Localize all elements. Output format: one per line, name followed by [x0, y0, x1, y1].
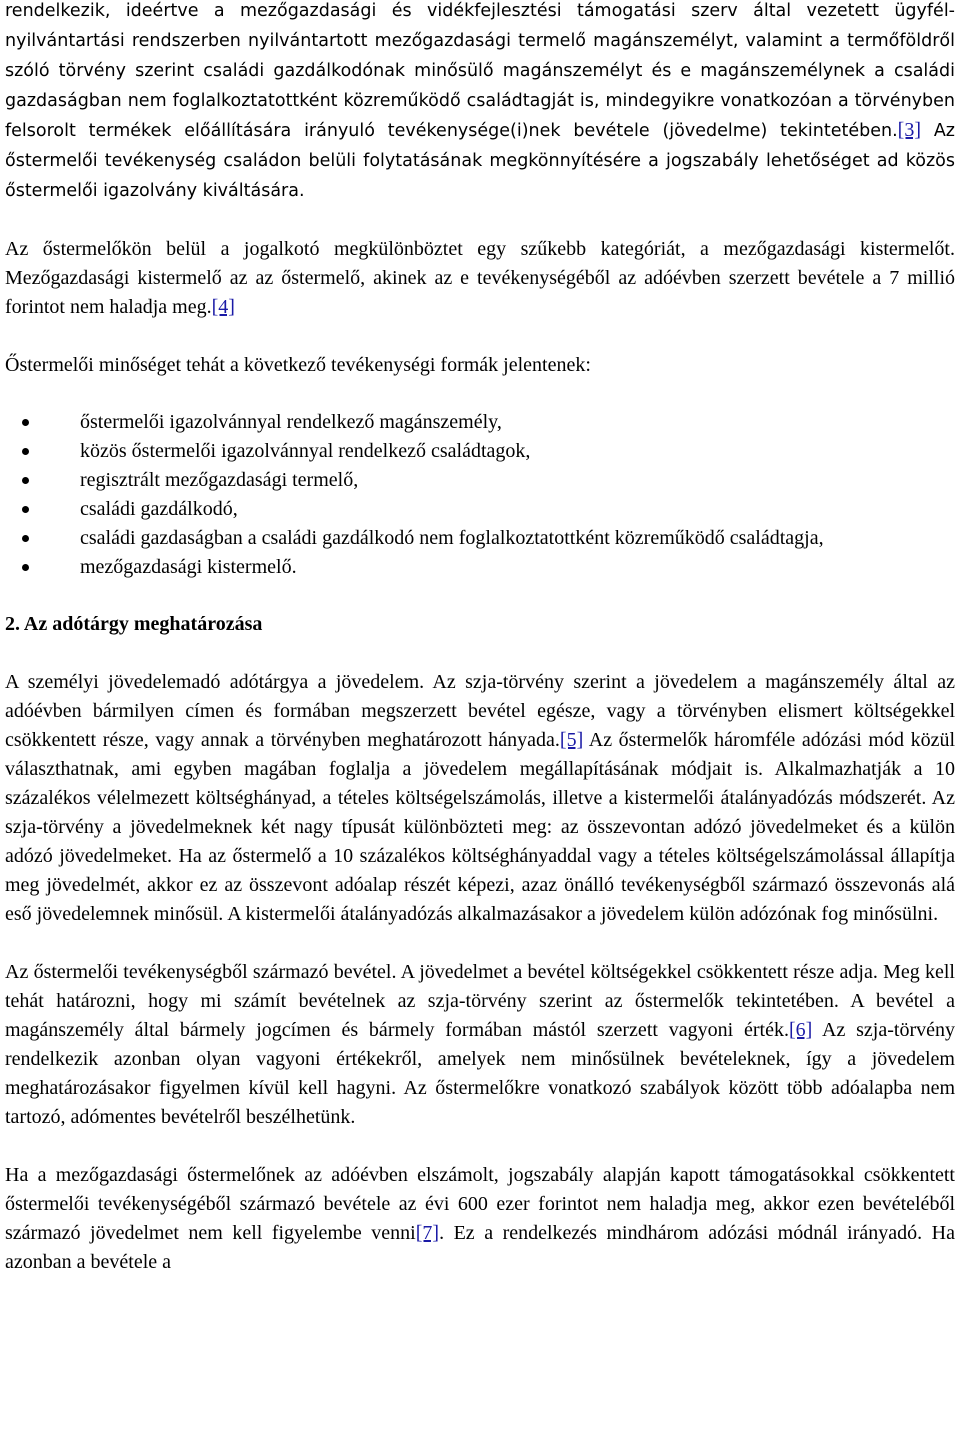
- footnote-link-3[interactable]: [3]: [897, 119, 921, 141]
- paragraph-text: Az őstermelőkön belül a jogalkotó megkülönböztet egy szűkebb kategóriát, a mezőgazdasági kistermelőt. Mezőgazdasági kistermelő az az őstermelő, akinek az e tevékenységéből az adóévben szerzett bevétele a 7 millió forintot nem haladja meg.: [5, 238, 955, 318]
- paragraph-text: Az őstermelők háromféle adózási mód közül választhatnak, ami egyben magában foglalja a jövedelem megállapításának módjait is. Alkalmazhatják a 10 százalékos vélelmezett költséghányad, a tételes költségelszámolás, illetve a kistermelői átalányadózás módszerét. Az szja-törvény a jövedelmeknek két nagy típusát különbözteti meg: az összevontan adózó jövedelmeket és a külön adózó jövedelmeket. Ha az őstermelő a 10 százalékos költséghányaddal vagy a tételes költségelszámolással állapítja meg jövedelmét, akkor ez az összevont adóalap részét képezi, azaz önálló tevékenységből származó összevonás alá eső jövedelemnek minősül. A kistermelői átalányadózás alkalmazásakor a jövedelem külön adózónak fog minősülni.: [5, 729, 956, 925]
- list-item-text: közös őstermelői igazolvánnyal rendelkező családtagok,: [80, 440, 531, 462]
- list-item-text: mezőgazdasági kistermelő.: [80, 556, 297, 578]
- paragraph-text: Az őstermelői tevékenységből származó bevétel. A jövedelmet a bevétel költségekkel csökkentett része adja. Meg kell tehát határozni, hogy mi számít bevételnek az szja-törvény szerint az őstermelők tekintetében. A bevétel a magánszemély által bármely jogcímen és bármely formában mástól szerzett vagyoni érték.: [5, 961, 955, 1041]
- list-item-text: regisztrált mezőgazdasági termelő,: [80, 469, 359, 491]
- list-item-text: őstermelői igazolvánnyal rendelkező magánszemély,: [80, 411, 502, 433]
- paragraph-adotargy: [5, 668, 955, 929]
- list-item-text: családi gazdálkodó,: [80, 498, 238, 520]
- list-item: [80, 408, 955, 437]
- bullet-icon: [22, 506, 29, 513]
- footnote-link-6[interactable]: [6]: [788, 1019, 813, 1041]
- bullet-icon: [22, 448, 29, 455]
- paragraph-tamogatas: [5, 1161, 955, 1277]
- list-item: [80, 495, 955, 524]
- list-item: [80, 524, 955, 553]
- paragraph-kistermelo: [5, 235, 955, 322]
- bullet-icon: [22, 564, 29, 571]
- paragraph-text: A személyi jövedelemadó adótárgya a jövedelem. Az szja-törvény szerint a jövedelem a magánszemély által az adóévben bármilyen címen és formában megszerzett bevétel egésze, vagy a törvényben elismert költségekkel csökkentett része, vagy annak a törvényben meghatározott hányada.: [5, 671, 955, 751]
- bullet-icon: [22, 419, 29, 426]
- bullet-icon: [22, 535, 29, 542]
- list-item-text: családi gazdaságban a családi gazdálkodó nem foglalkoztatottként közreműködő családtagja,: [80, 527, 824, 549]
- list-item: [80, 553, 955, 582]
- paragraph-formak-intro: Őstermelői minőséget tehát a következő tevékenységi formák jelentenek:: [5, 354, 591, 376]
- list-item: [80, 437, 955, 466]
- paragraph-text: Ha a mezőgazdasági őstermelőnek az adóévben elszámolt, jogszabály alapján kapott támogatásokkal csökkentett őstermelői tevékenységéből származó bevétele az évi 600 ezer forintot nem haladja meg, akkor ezen bevételéből származó jövedelmet nem kell figyelembe venni: [5, 1164, 955, 1244]
- footnote-link-5[interactable]: [5]: [559, 729, 584, 751]
- footnote-link-7[interactable]: [7]: [415, 1222, 440, 1244]
- paragraph-text: . Ez a rendelkezés mindhárom adózási módnál irányadó. Ha azonban a bevétele a: [5, 1222, 955, 1273]
- paragraph-text: Az őstermelői tevékenység családon belüli folytatásának megkönnyítésére a jogszabály lehetőséget ad közös őstermelői igazolvány kiváltására.: [5, 121, 955, 201]
- paragraph-bevetel: [5, 958, 955, 1132]
- activity-forms-list: [5, 408, 955, 582]
- bullet-icon: [22, 477, 29, 484]
- section-heading: 2. Az adótárgy meghatározása: [5, 613, 263, 635]
- footnote-link-4[interactable]: [4]: [211, 296, 235, 318]
- document-body: [5, 0, 955, 1277]
- paragraph-ostermelo-definition: [5, 0, 955, 206]
- paragraph-text: Az szja-törvény rendelkezik azonban olyan vagyoni értékekről, amelyek nem minősülnek bevételeknek, így a jövedelem meghatározásakor figyelmen kívül kell hagyni. Az őstermelőkre vonatkozó szabályok között több adóalapba nem tartozó, adómentes bevételről beszélhetünk.: [5, 1019, 955, 1128]
- list-item: [80, 466, 955, 495]
- paragraph-text: rendelkezik, ideértve a mezőgazdasági és vidékfejlesztési támogatási szerv által vezetett ügyfél-nyilvántartási rendszerben nyilvántartott mezőgazdasági termelő magánszemélyt, valamint a termőföldről szóló törvény szerint családi gazdálkodónak minősülő magánszemélyt és e magánszemélynek a családi gazdaságban nem foglalkoztatottként közreműködő családtagját is, mindegyikre vonatkozóan a törvényben felsorolt termékek előállítására irányuló tevékenysége(i)nek bevétele (jövedelme) tekintetében.: [5, 1, 955, 141]
